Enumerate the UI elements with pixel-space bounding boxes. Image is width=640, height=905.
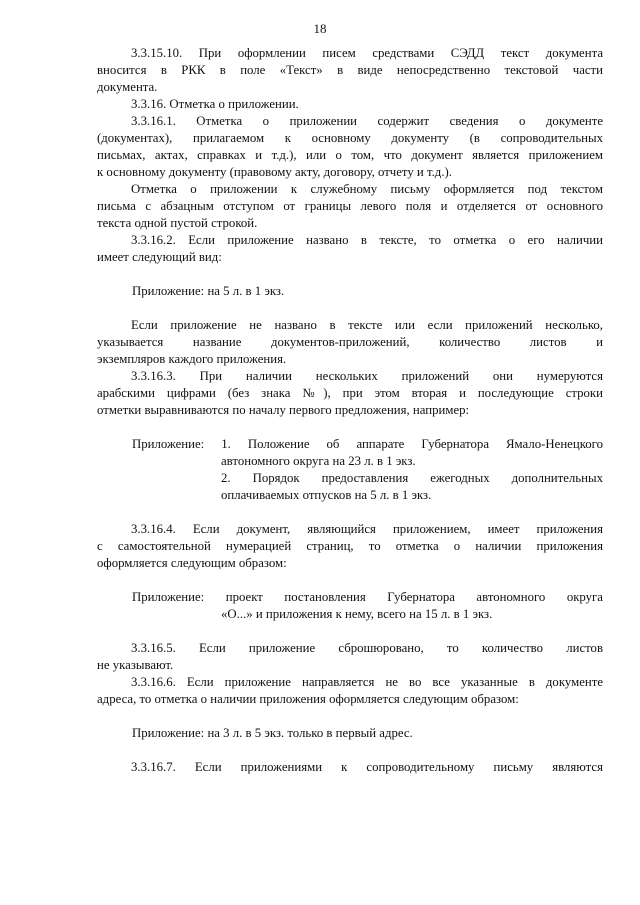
text-line: 3.3.16.6. Если приложение направляется не во все указанные в документе <box>131 675 603 689</box>
text-line: к основному документу (правовому акту, договору, отчету и т.д.). <box>97 165 452 179</box>
text-line: Отметка о приложении к служебному письму оформляется под текстом <box>131 182 603 196</box>
attachment-note: Приложение: проект постановления Губернатора автономного округа <box>132 590 603 604</box>
attachment-note: Приложение: на 5 л. в 1 экз. <box>132 284 285 298</box>
attachment-note: Приложение: на 3 л. в 5 экз. только в первый адрес. <box>132 726 413 740</box>
text-line: письмах, актах, справках и т.д.), или о том, что документ является приложением <box>97 148 603 162</box>
text-line: экземпляров каждого приложения. <box>97 352 287 366</box>
text-line: арабскими цифрами (без знака №), при этом вторая и последующие строки <box>97 386 603 400</box>
text-line: 3.3.16.7. Если приложениями к сопроводительному письму являются <box>131 760 603 774</box>
text-line: указывается название документов-приложений, количество листов и <box>97 335 603 349</box>
text-line: адреса, то отметка о наличии приложения оформляется следующим образом: <box>97 692 519 706</box>
text-line: имеет следующий вид: <box>97 250 222 264</box>
attachment-note-continuation: «О...» и приложения к нему, всего на 15 л. в 1 экз. <box>221 607 493 621</box>
text-line: письма с абзацным отступом от границы левого поля и отделяется от основного <box>97 199 603 213</box>
attachment-note: Приложение: 1. Положение об аппарате Губернатора Ямало-Ненецкого <box>132 437 603 451</box>
section-heading: 3.3.16. Отметка о приложении. <box>131 97 299 111</box>
text-line: 3.3.16.5. Если приложение сброшюровано, то количество листов <box>131 641 603 655</box>
text-line: вносится в РКК в поле «Текст» в виде непосредственно текстовой части <box>97 63 603 77</box>
attachment-note-continuation: оплачиваемых отпусков на 5 л. в 1 экз. <box>221 488 432 502</box>
text-line: отметки выравниваются по началу первого предложения, например: <box>97 403 470 417</box>
text-line: 3.3.16.1. Отметка о приложении содержит сведения о документе <box>131 114 603 128</box>
text-line: документа. <box>97 80 158 94</box>
text-line: 3.3.16.4. Если документ, являющийся приложением, имеет приложения <box>131 522 603 536</box>
text-line: 3.3.16.3. При наличии нескольких приложений они нумеруются <box>131 369 603 383</box>
text-line: текста одной пустой строкой. <box>97 216 258 230</box>
text-line: оформляется следующим образом: <box>97 556 287 570</box>
text-line: с самостоятельной нумерацией страниц, то отметка о наличии приложения <box>97 539 603 553</box>
text-line: 3.3.16.2. Если приложение названо в тексте, то отметка о его наличии <box>131 233 603 247</box>
attachment-note-item: 2. Порядок предоставления ежегодных дополнительных <box>221 471 603 485</box>
text-line: (документах), прилагаемом к основному документу (в сопроводительных <box>97 131 603 145</box>
attachment-note-continuation: автономного округа на 23 л. в 1 экз. <box>221 454 416 468</box>
text-line: 3.3.15.10. При оформлении писем средствами СЭДД текст документа <box>131 46 603 60</box>
text-line: Если приложение не названо в тексте или если приложений несколько, <box>131 318 603 332</box>
page-number: 18 <box>313 21 327 36</box>
text-line: не указывают. <box>97 658 174 672</box>
